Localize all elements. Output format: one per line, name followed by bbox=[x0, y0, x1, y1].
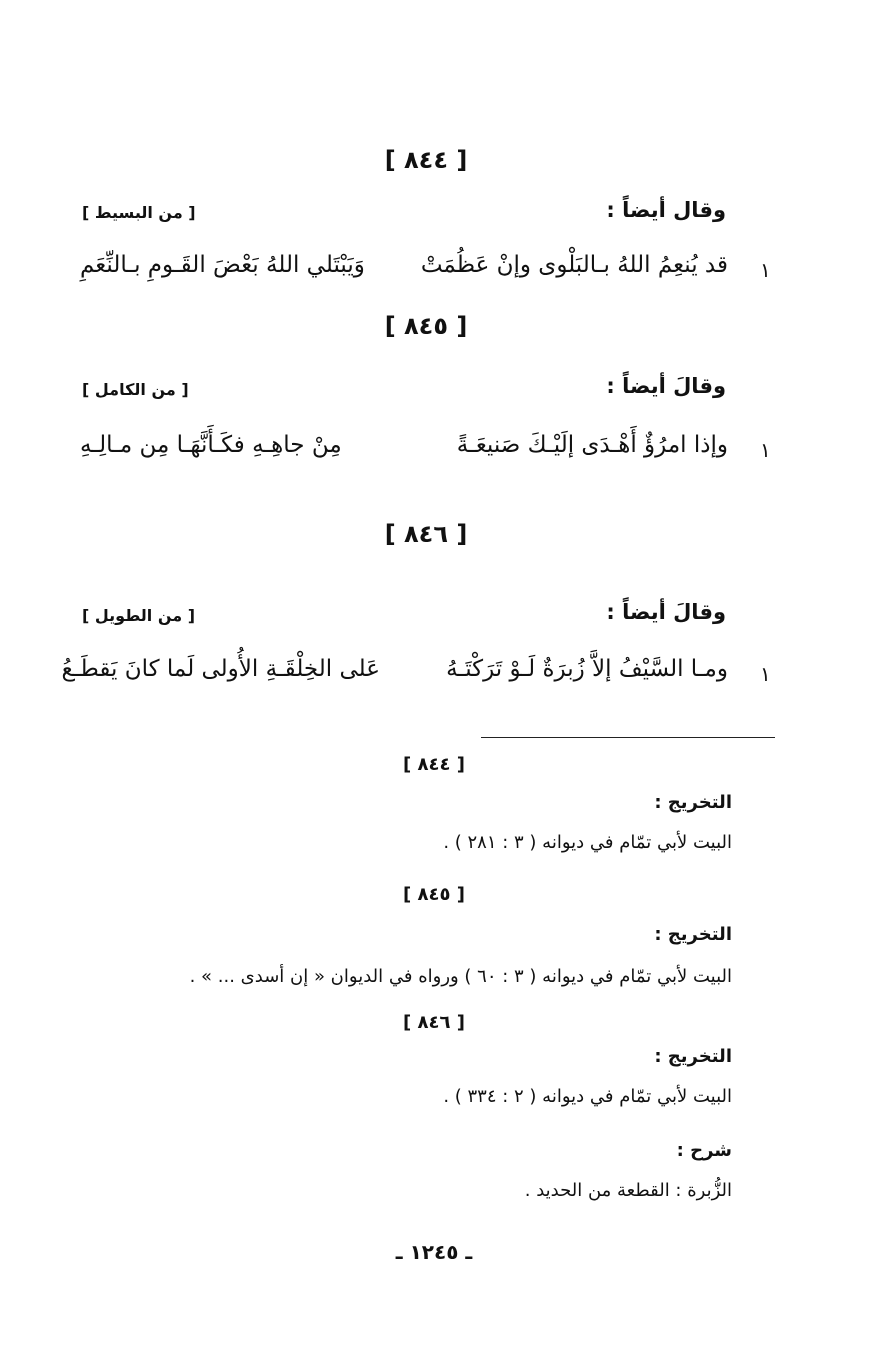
verse-second-hemistich-844: وَيَبْتَلي اللهُ بَعْضَ القَـومِ بـالنِّعَمِ bbox=[80, 252, 365, 278]
poem-meter-845: [ من الكامل ] bbox=[82, 380, 189, 399]
verse-second-hemistich-846: عَلى الخِلْقَـةِ الأُولى لَما كانَ يَقطَـعُ bbox=[61, 656, 380, 682]
footnote-label-845: التخريج : bbox=[654, 924, 732, 945]
verse-first-hemistich-845: وإذا امرُؤٌ أَهْـدَى إلَيْـكَ صَنيعَـةً bbox=[456, 432, 728, 458]
sharh-label: شرح : bbox=[676, 1140, 732, 1161]
footnote-text-845: البيت لأبي تمّام في ديوانه ( ٣ : ٦٠ ) ورواه في الديوان « إن أسدى ... » . bbox=[189, 966, 732, 987]
verse-number-846: ١ bbox=[760, 662, 771, 686]
poem-intro-844: وقال أيضاً : bbox=[606, 198, 726, 222]
verse-first-hemistich-846: ومـا السَّيْفُ إلاَّ زُبرَةٌ لَـوْ تَرَكْتَـهُ bbox=[446, 656, 728, 682]
poem-meter-844: [ من البسيط ] bbox=[82, 203, 196, 222]
footnote-number-846: [ ٨٤٦ ] bbox=[403, 1012, 465, 1033]
sharh-text: الزُّبرة : القطعة من الحديد . bbox=[524, 1180, 732, 1201]
verse-first-hemistich-844: قد يُنعِمُ اللهُ بـالبَلْوى وإنْ عَظُمَتْ bbox=[420, 252, 728, 278]
poem-meter-846: [ من الطويل ] bbox=[82, 606, 196, 625]
page-number: ـ ١٢٤٥ ـ bbox=[395, 1240, 473, 1264]
footnote-text-844: البيت لأبي تمّام في ديوانه ( ٣ : ٢٨١ ) . bbox=[443, 832, 732, 853]
poem-number-846: [ ٨٤٦ ] bbox=[384, 520, 468, 548]
verse-second-hemistich-845: مِنْ جاهِـهِ فكَـأَنَّهَـا مِن مـالِـهِ bbox=[80, 432, 342, 458]
verse-number-845: ١ bbox=[760, 438, 771, 462]
footnote-separator bbox=[481, 737, 775, 738]
poem-intro-846: وقالَ أيضاً : bbox=[606, 600, 726, 624]
poem-intro-845: وقالَ أيضاً : bbox=[606, 374, 726, 398]
footnote-text-846: البيت لأبي تمّام في ديوانه ( ٢ : ٣٣٤ ) . bbox=[443, 1086, 732, 1107]
footnote-number-844: [ ٨٤٤ ] bbox=[403, 754, 465, 775]
footnote-number-845: [ ٨٤٥ ] bbox=[403, 884, 465, 905]
poem-number-844: [ ٨٤٤ ] bbox=[384, 146, 468, 174]
verse-number-844: ١ bbox=[760, 258, 771, 282]
footnote-label-846: التخريج : bbox=[654, 1046, 732, 1067]
footnote-label-844: التخريج : bbox=[654, 792, 732, 813]
poem-number-845: [ ٨٤٥ ] bbox=[384, 312, 468, 340]
